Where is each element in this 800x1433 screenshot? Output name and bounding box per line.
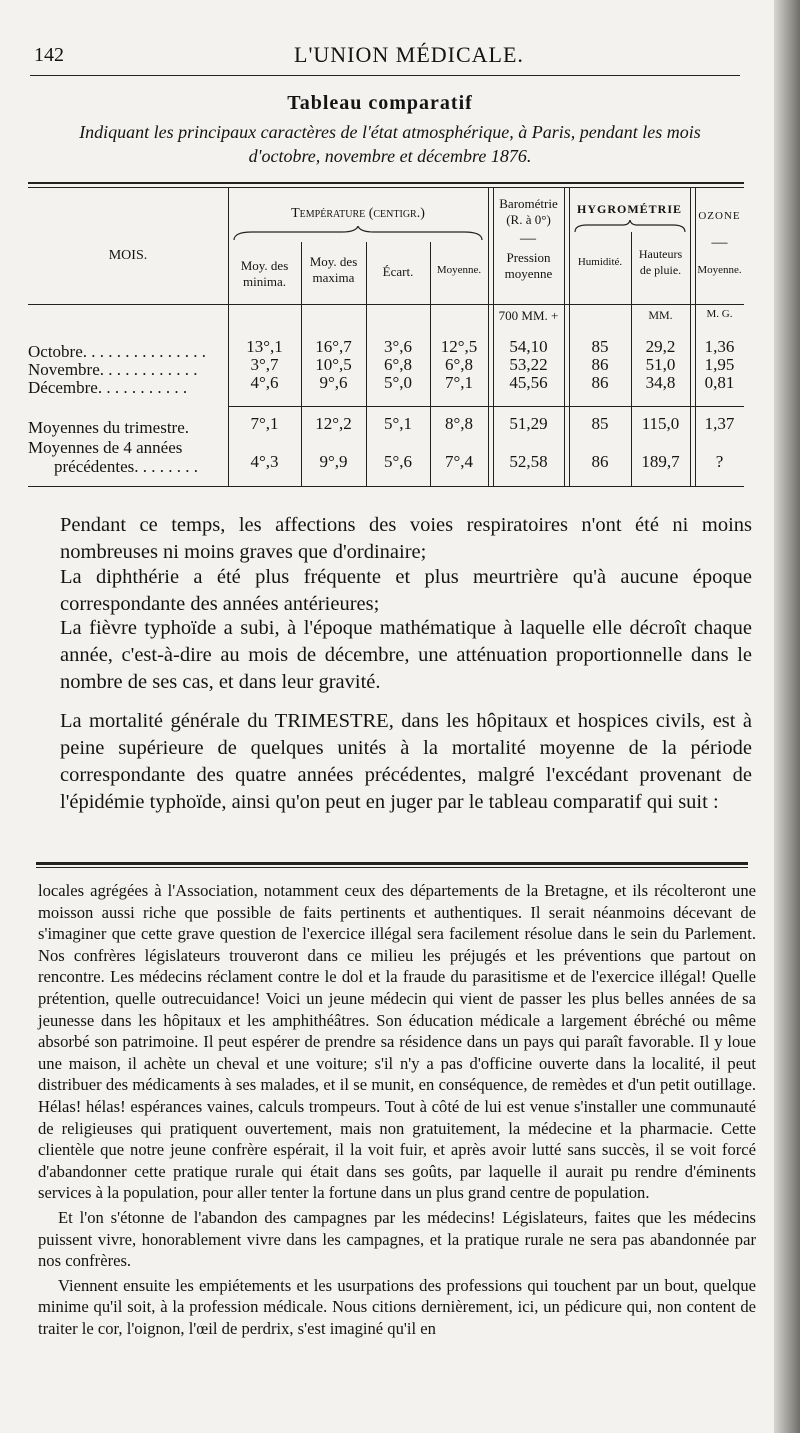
table-subtitle-line1: Indiquant les principaux caractères de l'état atmosphérique, à Paris, pendant les mois [79,122,701,142]
header-humidite: Humidité. [577,256,623,268]
header-hygrometrie: HYGROMÉTRIE [576,202,682,216]
column-paragraph: locales agrégées à l'Association, notamment ceux des départements de la Bretagne, et ils récolteront une moisson aussi riche que possible de faits pertinents et authentiques. Il serait néanmoins décevant de s'imaginer que cette grave question de l'exercice illégal sera facilement résolue dans le sein du Parlement. Nos confrères législateurs trouveront dans ce milieu les préjugés et les préventions que partout on rencontre. Les médecins réclament contre le dol et la fraude du parasitisme et de l'exercice illégal! Quelle prétention, quelle outrecuidance! Voici un jeune médecin qui vient de passer les plus belles années de sa jeunesse dans les hôpitaux et les amphithéâtres. Son éducation médicale a largement ébréché ou même absorbé son patrimoine. Il peut espérer de prendre sa résidence dans un pays qui paraît favorable. Il y loue une maison, il achète un cheval et une voiture; s'il n'y a pas d'officine ouverte dans la localité, il peut distribuer des médicaments à ses malades, et il se munit, en conséquence, de remèdes et d'un petit outillage. Hélas! hélas! espérances vaines, calculs trompeurs. Tout à côté de lui est venue s'installer une communauté de religieuses qui pratiquent ouvertement, mais non gratuitement, la médecine et la pharmacie. Cette clientèle que notre jeune confrère espérait, il la voit fuir, et après avoir lutté sans succès, il se voit forcé d'abandonner cette pratique rurale qui était dans ses goûts, par laquelle il aurait pu rendre d'éminents services à la population, pour aller tenter la fortune dans un plus grand centre de population. [38,881,756,1203]
table-top-rule-thin [28,187,744,188]
weather-table: MOIS. Température (centigr.) Moy. des minima. Moy. des maxima Écart. Moyenne. Barométrie (R. à 0°) — Pression moyenne HYGROMÉTRIE Humidité. Hauteurs de pluie. OZONE — Moyenne. 700 MM. + MM. M. G. Octobre. . . . . . . . . . . . . . . 13°,1 16°,7 3°,6 12°,5 54,10 85 29,2 1,36 Novembre. . . . . . . . . . . . 3°,7 10°,5 6°,8 6°,8 53,22 86 51,0 1,95 Décembre. . . . . . . . . . . 4°,6 9°,6 5°,0 7°,1 45,56 86 34,8 0,81 Moyennes du trimestre. 7°,1 12°,2 5°,1 8°,8 51,29 85 115,0 1,37 Moyennes de 4 années précédentes. . . . . . . . 4°,3 9°,9 5°,6 7°,4 52,58 86 189,7 ? [28,182,744,492]
table-vrule [690,187,691,487]
page-edge-shadow [774,0,800,1433]
table-vrule [488,187,489,487]
table-subtitle-line2: d'octobre, novembre et décembre 1876. [248,146,532,166]
table-title: Tableau comparatif [287,92,473,114]
running-header [34,40,734,70]
row-label: Novembre. . . . . . . . . . . . [28,360,198,379]
header-moyenne: Moyenne. [436,264,482,276]
paragraph: La mortalité générale du TRIMESTRE, dans les hôpitaux et hospices civils, est à peine supérieure de quelques unités à la mortalité moyenne de la période correspondante des quatre années précédentes, malgré l'excédant provenant de l'épidémie typhoïde, ainsi qu'on peut en juger par le tableau comparatif qui suit : [60,710,752,813]
header-pression: Pression moyenne [504,250,553,281]
row-label-cont: précédentes. . . . . . . . [54,457,198,476]
header-mois: MOIS. [108,248,148,263]
row-label: Moyennes de 4 années [28,438,183,457]
header-moy-maxima: Moy. des maxima [309,254,358,285]
unit-ozone: M. G. [706,308,733,320]
header-ozone-moyenne: Moyenne. [697,264,742,276]
row-label: Moyennes du trimestre. [28,418,189,437]
table-top-rule [28,182,744,184]
section-separator [36,862,748,865]
header-ecart: Écart. [382,264,414,279]
header-moy-minima: Moy. des minima. [240,258,289,289]
column-paragraph: Viennent ensuite les empiétements et les usurpations des professions qui touchent par un bout, quelque minime qu'il soit, à la profession médicale. Nous citions dernièrement, ici, un pédicure qui, non content de traiter le cor, l'oignon, l'œil de perdrix, s'est imaginé qu'il en [38,1275,756,1338]
unit-hauteurs: MM. [648,308,673,322]
header-ozone: OZONE [698,210,741,222]
header-temperature: Température (centigr.) [291,206,425,221]
table-bottom-rule [28,486,744,487]
column-paragraph: Et l'on s'étonne de l'abandon des campagnes par les médecins! Législateurs, faites que les médecins puissent vivre, honorablement vivre dans les campagnes, et la pratique rurale ne sera pas abandonnée par nos confrères. [38,1207,756,1271]
unit-pression: 700 MM. + [498,308,559,323]
header-barometrie: Barométrie (R. à 0°) [499,196,558,227]
table-months-rule [228,406,744,407]
paragraph: La diphthérie a été plus fréquente et plus meurtrière qu'à aucune époque correspondante des années antérieures; [60,566,752,615]
table-subtitle [40,120,740,168]
row-label: Octobre. . . . . . . . . . . . . . . [28,342,207,361]
temperature-brace [232,226,484,242]
lower-column [38,880,756,1339]
hygrometrie-brace [573,220,687,234]
table-header-rule [28,304,744,305]
header-rule [30,75,740,76]
section-separator-thin [36,867,748,868]
page-number: 142 [34,44,64,66]
journal-title: L'UNION MÉDICALE. [294,42,524,67]
row-label: Décembre. . . . . . . . . . . [28,378,188,397]
header-hauteurs: Hauteurs de pluie. [638,247,683,277]
paragraph: La fièvre typhoïde a subi, à l'époque mathématique à laquelle elle décroît chaque année, c'est-à-dire au mois de décembre, une atténuation proportionnelle dans le nombre de ses cas, et dans leur gravité. [60,617,752,693]
paragraph: Pendant ce temps, les affections des voies respiratoires n'ont été ni moins nombreuses ni moins graves que d'ordinaire; [60,514,752,563]
table-vrule [564,187,565,487]
